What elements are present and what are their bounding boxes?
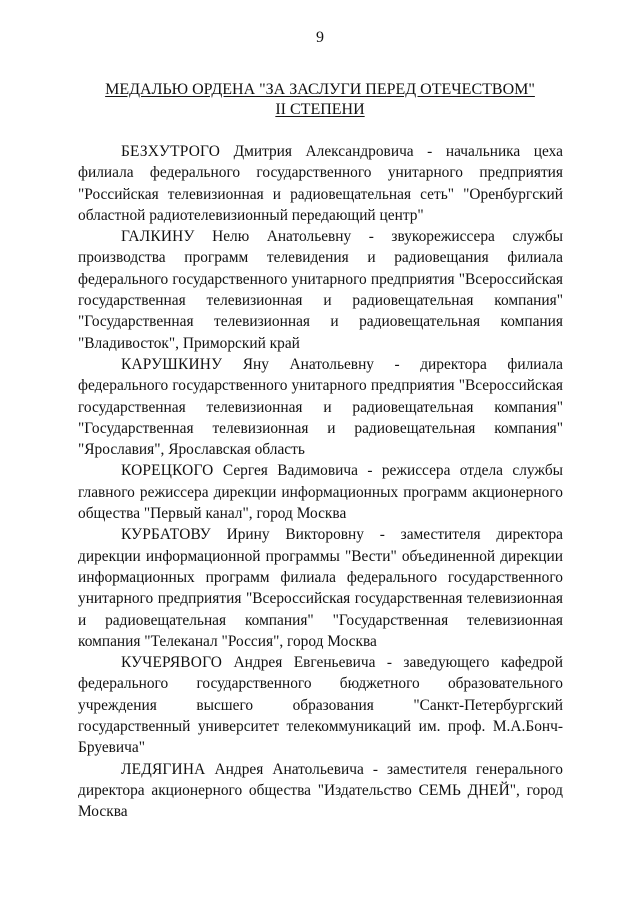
recipient-entry [78, 524, 563, 652]
award-heading [60, 80, 580, 120]
recipient-details: Андрея Анатольевича - заместителя генерального директора акционерного общества "Издательство СЕМЬ ДНЕЙ", город Москва [78, 760, 563, 821]
recipient-name: ГАЛКИНУ [121, 228, 195, 246]
recipient-details: Сергея Вадимовича - режиссера отдела службы главного режиссера дирекции информационных программ акционерного общества "Первый канал", город Москва [78, 462, 563, 523]
recipient-name: КОРЕЦКОГО [121, 462, 214, 480]
recipient-name: ЛЕДЯГИНА [121, 760, 206, 778]
recipient-name: КУРБАТОВУ [121, 526, 211, 544]
recipient-details: Дмитрия Александровича - начальника цеха филиала федерального государственного унитарного предприятия "Российская телевизионная и радиовещательная сеть" "Оренбургский областной радиотелевизионный передающий центр" [78, 143, 563, 224]
recipient-entry [78, 652, 563, 758]
recipient-entry [78, 141, 563, 226]
recipient-entry [78, 460, 563, 524]
award-heading-line-1: МЕДАЛЬЮ ОРДЕНА "ЗА ЗАСЛУГИ ПЕРЕД ОТЕЧЕСТВОМ" [105, 81, 535, 98]
recipient-details: Яну Анатольевну - директора филиала федерального государственного унитарного предприятия "Всероссийская государственная телевизионная и радиовещательная компания" "Государственная телевизионная и радиовещательная компания" "Ярославия", Ярославская область [78, 355, 563, 459]
award-heading-line-2: II СТЕПЕНИ [275, 101, 365, 118]
recipient-entry [78, 759, 563, 823]
recipient-name: КУЧЕРЯВОГО [121, 654, 223, 672]
recipient-entry [78, 226, 563, 354]
recipient-details: Андрея Евгеньевича - заведующего кафедрой федерального государственного бюджетного образовательного учреждения высшего образования "Санкт-Петербургский государственный университет телекоммуникаций им. проф. М.А.Бонч-Бруевича" [78, 654, 563, 757]
recipient-details: Нелю Анатольевну - звукорежиссера службы производства программ телевидения и радиовещания филиала федерального государственного унитарного предприятия "Всероссийская государственная телевизионная и радиовещательная компания" "Государственная телевизионная и радиовещательная компания "Владивосток", Приморский край [78, 228, 563, 352]
recipient-name: БЕЗХУТРОГО [121, 143, 221, 160]
recipient-entry [78, 354, 563, 460]
recipients-list [78, 141, 563, 823]
recipient-details: Ирину Викторовну - заместителя директора дирекции информационной программы "Вести" объединенной дирекции информационных программ филиала федерального государственного унитарного предприятия "Всероссийская государственная телевизионная и радиовещательная компания" "Государственная телевизионная компания "Телеканал "Россия", город Москва [78, 526, 563, 650]
page-number: 9 [316, 29, 324, 46]
recipient-name: КАРУШКИНУ [121, 355, 223, 373]
